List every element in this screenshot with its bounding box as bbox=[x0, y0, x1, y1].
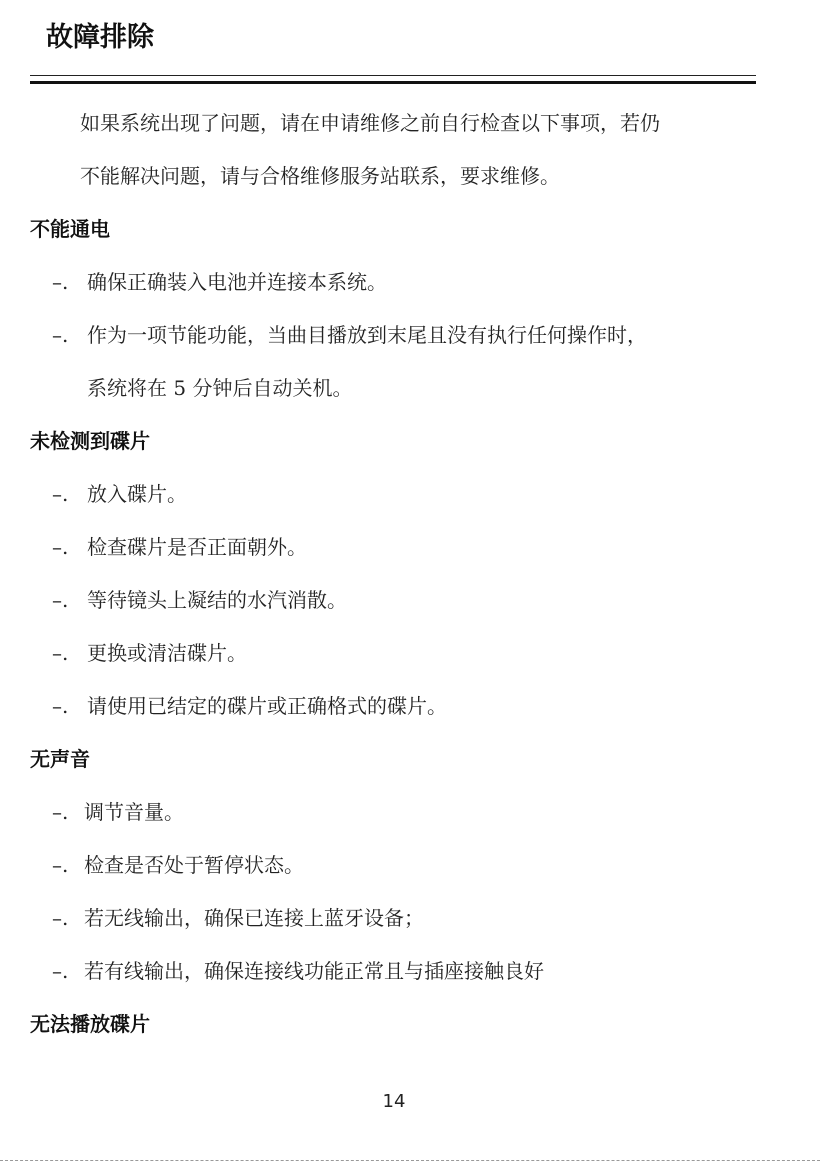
bullet-mark: –. bbox=[52, 959, 69, 983]
section-heading-no-power: 不能通电 bbox=[30, 217, 110, 241]
list-item: 若无线输出，确保已连接上蓝牙设备； bbox=[84, 906, 424, 930]
bullet-mark: –. bbox=[52, 535, 69, 559]
list-item: 请使用已结定的碟片或正确格式的碟片。 bbox=[87, 694, 447, 718]
bullet-mark: –. bbox=[52, 694, 69, 718]
header-rule-thick bbox=[30, 81, 756, 84]
list-item: 作为一项节能功能，当曲目播放到末尾且没有执行任何操作时， bbox=[87, 323, 647, 347]
list-item-continuation: 系统将在 5 分钟后自动关机。 bbox=[87, 376, 353, 400]
intro-line-2: 不能解决问题，请与合格维修服务站联系，要求维修。 bbox=[80, 164, 560, 188]
list-item: 更换或清洁碟片。 bbox=[87, 641, 247, 665]
list-item: 若有线输出，确保连接线功能正常且与插座接触良好 bbox=[84, 959, 544, 983]
bullet-mark: –. bbox=[52, 270, 69, 294]
bullet-mark: –. bbox=[52, 906, 69, 930]
section-heading-no-sound: 无声音 bbox=[30, 747, 90, 771]
bullet-mark: –. bbox=[52, 482, 69, 506]
section-heading-cannot-play: 无法播放碟片 bbox=[30, 1012, 150, 1036]
bullet-mark: –. bbox=[52, 800, 69, 824]
bullet-mark: –. bbox=[52, 588, 69, 612]
list-item: 确保正确装入电池并连接本系统。 bbox=[87, 270, 387, 294]
bullet-mark: –. bbox=[52, 323, 69, 347]
list-item: 调节音量。 bbox=[84, 800, 184, 824]
header-rule-thin bbox=[30, 75, 756, 76]
page-title: 故障排除 bbox=[46, 22, 154, 53]
list-item: 检查碟片是否正面朝外。 bbox=[87, 535, 307, 559]
section-heading-no-disc: 未检测到碟片 bbox=[30, 429, 150, 453]
list-item: 放入碟片。 bbox=[87, 482, 187, 506]
bullet-mark: –. bbox=[52, 853, 69, 877]
intro-line-1: 如果系统出现了问题，请在申请维修之前自行检查以下事项，若仍 bbox=[80, 111, 660, 135]
list-item: 检查是否处于暂停状态。 bbox=[84, 853, 304, 877]
bullet-mark: –. bbox=[52, 641, 69, 665]
page-bottom-border bbox=[0, 1160, 820, 1161]
page-number: 14 bbox=[382, 1091, 406, 1112]
list-item: 等待镜头上凝结的水汽消散。 bbox=[87, 588, 347, 612]
